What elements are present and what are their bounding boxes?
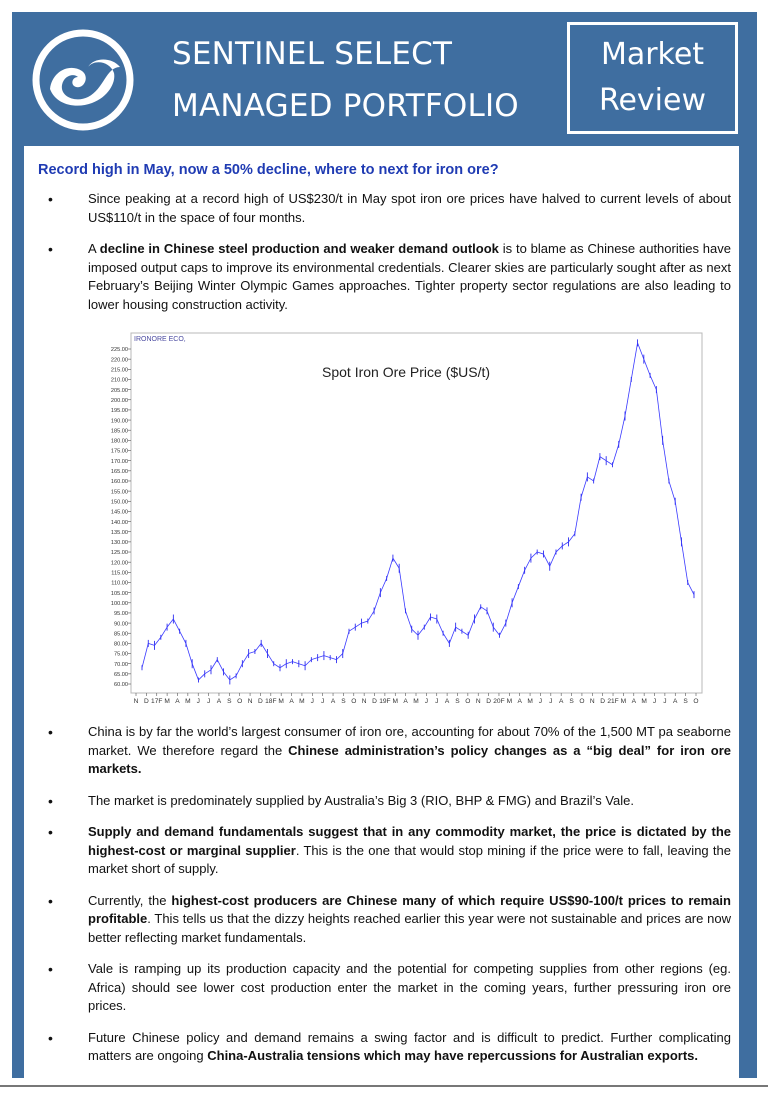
y-tick-label: 105.00 xyxy=(110,590,128,597)
x-tick-label: N xyxy=(475,698,481,705)
x-tick-label: S xyxy=(569,698,574,705)
x-tick-label: M xyxy=(299,698,305,705)
y-tick-label: 150.00 xyxy=(110,499,128,506)
y-tick-label: 75.00 xyxy=(114,651,128,658)
y-tick-label: 165.00 xyxy=(110,469,128,476)
title-line-2: MANAGED PORTFOLIO xyxy=(172,88,519,124)
y-tick-label: 210.00 xyxy=(110,377,128,384)
y-tick-label: 190.00 xyxy=(110,418,128,425)
y-tick-label: 225.00 xyxy=(110,347,128,354)
x-tick-label: N xyxy=(133,698,139,705)
x-tick-label: O xyxy=(465,698,471,705)
x-tick-label: M xyxy=(392,698,399,705)
x-tick-label: 18F xyxy=(265,698,277,705)
x-tick-label: J xyxy=(652,698,657,705)
y-tick-label: 145.00 xyxy=(110,509,128,516)
chart-series-label: IRONORE ECO, xyxy=(134,336,186,343)
x-tick-label: O xyxy=(351,698,357,705)
x-tick-label: S xyxy=(683,698,688,705)
x-tick-label: O xyxy=(579,698,585,705)
x-tick-label: D xyxy=(600,698,606,705)
x-tick-label: A xyxy=(673,698,678,705)
badge-line-2: Review xyxy=(598,83,707,118)
market-review-badge xyxy=(567,22,738,134)
sentinel-wave-logo-icon xyxy=(30,27,136,133)
bullet-text: is to blame as Chinese authorities have imposed output caps to improve its environmental credentials. Clearer skies are particularly sought after as next February’s Beijing Winter Olympic Games approaches. Tighter property sector regulations are also leading to lower housing construction activity. xyxy=(88,241,731,312)
y-tick-label: 125.00 xyxy=(110,550,128,557)
x-tick-label: M xyxy=(641,698,647,705)
page-frame xyxy=(12,12,757,1078)
x-tick-label: N xyxy=(247,698,253,705)
x-tick-label: J xyxy=(663,698,667,705)
bullet-text: . This is the one that would stop mining if the price were to fall, leaving the market short of supply. xyxy=(88,842,731,876)
y-tick-label: 100.00 xyxy=(110,600,128,607)
bullet-item xyxy=(24,723,739,779)
x-tick-label: O xyxy=(693,698,699,705)
bullet-text: China is by far the world’s largest consumer of iron ore, accounting for about 70% of the 1,500 MT pa seaborne market. We therefore regard the xyxy=(88,724,731,758)
y-tick-label: 95.00 xyxy=(114,611,128,618)
y-tick-label: 185.00 xyxy=(110,428,128,435)
x-tick-label: D xyxy=(486,698,491,705)
bullet-text: . This tells us that the dizzy heights reached earlier this year were not sustainable and prices are now better reflecting market fundamentals. xyxy=(88,911,731,945)
x-tick-label: 21F xyxy=(607,698,619,705)
x-tick-label: S xyxy=(341,698,346,705)
bullet-text: A xyxy=(88,241,100,256)
bullet-list-bottom xyxy=(24,723,739,1079)
x-tick-label: A xyxy=(216,698,222,705)
bullet-bold-text: decline in Chinese steel production and weaker demand outlook xyxy=(99,241,499,256)
chart-plot-area xyxy=(131,333,702,693)
footer-rule xyxy=(0,1085,768,1087)
y-tick-label: 175.00 xyxy=(110,448,128,455)
x-tick-label: M xyxy=(185,698,191,705)
x-tick-label: J xyxy=(196,698,200,705)
x-tick-label: A xyxy=(289,698,294,705)
header-banner xyxy=(12,12,757,146)
x-tick-label: M xyxy=(278,698,284,705)
x-tick-label: J xyxy=(206,698,211,705)
iron-ore-chart xyxy=(98,328,710,716)
bullet-item xyxy=(24,1029,739,1066)
x-tick-label: A xyxy=(558,698,564,705)
x-tick-label: M xyxy=(164,698,170,705)
x-tick-label: A xyxy=(444,698,450,705)
chart-svg xyxy=(98,328,710,716)
x-tick-label: M xyxy=(413,698,419,705)
x-tick-label: J xyxy=(435,698,439,705)
x-tick-label: J xyxy=(321,698,325,705)
x-tick-label: J xyxy=(424,698,429,705)
y-tick-label: 160.00 xyxy=(110,479,128,486)
article-headline: Record high in May, now a 50% decline, where to next for iron ore? xyxy=(38,162,499,178)
y-tick-label: 135.00 xyxy=(110,529,128,536)
y-tick-label: 65.00 xyxy=(114,672,128,679)
title-line-1: SENTINEL SELECT xyxy=(172,36,453,72)
x-tick-label: J xyxy=(538,698,543,705)
bullet-bold-text: China-Australia tensions which may have repercussions for Australian exports. xyxy=(207,1048,699,1063)
bullet-item xyxy=(24,190,739,227)
y-tick-label: 80.00 xyxy=(114,641,128,648)
y-tick-label: 155.00 xyxy=(110,489,128,496)
y-tick-label: 140.00 xyxy=(110,519,128,526)
y-tick-label: 200.00 xyxy=(110,397,128,404)
x-tick-label: S xyxy=(455,698,460,705)
y-tick-label: 130.00 xyxy=(110,540,128,547)
bullet-bold-text: Chinese administration’s policy changes as a “big deal” for iron ore markets. xyxy=(88,742,731,776)
y-tick-label: 205.00 xyxy=(110,387,128,394)
x-tick-label: S xyxy=(227,698,232,705)
x-tick-label: M xyxy=(506,698,513,705)
y-tick-label: 115.00 xyxy=(111,570,128,577)
bullet-bold-text: Supply and demand fundamentals suggest that in any commodity market, the price is dictated by the highest-cost or marginal supplier xyxy=(88,824,731,858)
chart-title: Spot Iron Ore Price ($US/t) xyxy=(322,364,491,380)
y-tick-label: 120.00 xyxy=(110,560,128,567)
bullet-text: The market is predominately supplied by Australia’s Big 3 (RIO, BHP & FMG) and Brazil’s Vale. xyxy=(88,792,634,808)
portfolio-title xyxy=(172,28,519,132)
x-tick-label: A xyxy=(403,698,408,705)
bullet-item xyxy=(24,240,739,314)
x-tick-label: D xyxy=(258,698,263,705)
x-tick-label: M xyxy=(527,698,533,705)
y-tick-label: 180.00 xyxy=(110,438,128,445)
x-tick-label: 20F xyxy=(493,698,505,705)
y-tick-label: 70.00 xyxy=(114,661,128,668)
content-panel xyxy=(24,146,739,1078)
x-tick-label: D xyxy=(372,698,377,705)
x-tick-label: 17F xyxy=(151,698,163,705)
y-tick-label: 170.00 xyxy=(110,458,128,465)
x-tick-label: A xyxy=(175,698,180,705)
bullet-text: Future Chinese policy and demand remains a swing factor and is difficult to predict. Further complicating matters are ongoing xyxy=(88,1029,731,1063)
y-tick-label: 85.00 xyxy=(114,631,128,638)
x-tick-label: D xyxy=(143,698,149,705)
x-tick-label: J xyxy=(549,698,553,705)
badge-line-1: Market xyxy=(600,37,705,72)
y-tick-label: 60.00 xyxy=(114,682,128,689)
bullet-text: Since peaking at a record high of US$230/t in May spot iron ore prices have halved to current levels of about US$110/t in the space of four months. xyxy=(88,191,731,225)
bullet-text: Currently, the xyxy=(88,892,172,908)
y-tick-label: 110.00 xyxy=(111,580,128,587)
x-tick-label: N xyxy=(589,698,595,705)
x-tick-label: J xyxy=(310,698,314,705)
y-tick-label: 215.00 xyxy=(110,367,128,374)
y-tick-label: 220.00 xyxy=(110,357,128,364)
bullet-bold-text: highest-cost producers are Chinese many of which require US$90-100/t prices to remain profitable xyxy=(88,892,731,926)
bullet-item xyxy=(24,892,739,948)
x-tick-label: M xyxy=(620,698,627,705)
x-tick-label: O xyxy=(237,698,243,705)
bullet-list-top xyxy=(24,190,739,327)
x-tick-label: N xyxy=(361,698,367,705)
x-tick-label: A xyxy=(631,698,636,705)
y-tick-label: 90.00 xyxy=(114,621,128,628)
y-tick-label: 195.00 xyxy=(110,408,128,415)
bullet-item xyxy=(24,823,739,879)
bullet-item xyxy=(24,960,739,1016)
bullet-item xyxy=(24,792,739,811)
x-tick-label: 19F xyxy=(379,698,391,705)
x-tick-label: A xyxy=(330,698,336,705)
bullet-text: Vale is ramping up its production capacity and the potential for competing supplies from other regions (eg. Africa) should see lower cost production enter the market in the coming years, further pressuring iron ore prices. xyxy=(88,961,731,1013)
x-tick-label: A xyxy=(517,698,522,705)
